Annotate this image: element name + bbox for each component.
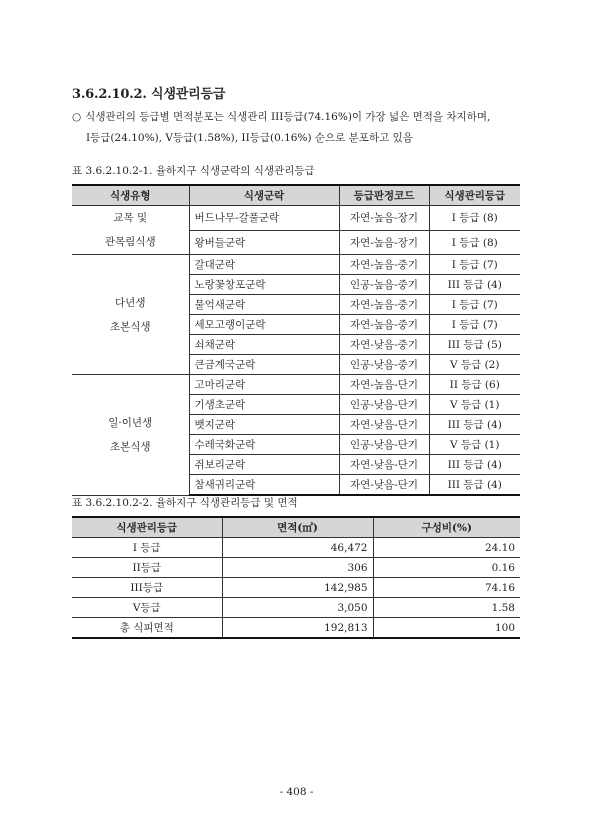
- code-cell: 인공-높음-중기: [339, 275, 429, 295]
- area-cell: 306: [222, 558, 373, 578]
- table2-header-grade: 식생관리등급: [72, 517, 222, 538]
- code-cell: 자연-높음-중기: [339, 315, 429, 335]
- vegetation-type-cell: [72, 255, 189, 375]
- paragraph-line-1: 식생관리의 등급별 면적분포는 식생관리 III등급(74.16%)이 가장 넓은 면적을 차지하며,: [85, 111, 491, 123]
- vegetation-type-cell: [72, 206, 189, 255]
- community-cell: 물억새군락: [189, 295, 339, 315]
- grade-cell: III 등급 (4): [429, 475, 520, 496]
- vegetation-type-line: 교목 및: [113, 212, 148, 224]
- ratio-cell: 0.16: [373, 558, 520, 578]
- grade-cell: V등급: [72, 598, 222, 618]
- community-cell: 기생초군락: [189, 395, 339, 415]
- community-cell: 참새귀리군락: [189, 475, 339, 496]
- community-cell: 세모고랭이군락: [189, 315, 339, 335]
- section-heading: 3.6.2.10.2. 식생관리등급: [72, 87, 226, 102]
- code-cell: 인공-낮음-중기: [339, 355, 429, 375]
- grade-cell: I 등급 (7): [429, 315, 520, 335]
- community-cell: 쥐보리군락: [189, 455, 339, 475]
- code-cell: 인공-낮음-단기: [339, 435, 429, 455]
- table1-body: [72, 206, 520, 496]
- grade-cell: III 등급 (4): [429, 415, 520, 435]
- code-cell: 자연-높음-장기: [339, 230, 429, 255]
- grade-cell: V 등급 (2): [429, 355, 520, 375]
- ratio-cell: 74.16: [373, 578, 520, 598]
- table2-header-row: [72, 517, 520, 538]
- ratio-cell: 24.10: [373, 538, 520, 558]
- area-cell: 192,813: [222, 618, 373, 639]
- table1-header-code: 등급판정코드: [339, 185, 429, 206]
- ratio-cell: 100: [373, 618, 520, 639]
- grade-area-table: [72, 516, 520, 639]
- community-cell: 고마리군락: [189, 375, 339, 395]
- code-cell: 인공-낮음-단기: [339, 395, 429, 415]
- table1-header-type: 식생유형: [72, 185, 189, 206]
- ratio-cell: 1.58: [373, 598, 520, 618]
- grade-cell: III 등급 (5): [429, 335, 520, 355]
- table2-header-area: 면적(㎡): [222, 517, 373, 538]
- grade-cell: V 등급 (1): [429, 435, 520, 455]
- grade-cell: I 등급: [72, 538, 222, 558]
- vegetation-type-line: 다년생: [115, 296, 146, 309]
- area-cell: 46,472: [222, 538, 373, 558]
- table-row: [72, 255, 520, 275]
- table-row: [72, 538, 520, 558]
- code-cell: 자연-높음-단기: [339, 375, 429, 395]
- area-cell: 3,050: [222, 598, 373, 618]
- grade-cell: III 등급 (4): [429, 275, 520, 295]
- community-cell: 버드나무-갈풀군락: [189, 206, 339, 231]
- table2-caption: 표 3.6.2.10.2-2. 율하지구 식생관리등급 및 면적: [72, 497, 298, 509]
- vegetation-grade-table: [72, 184, 520, 496]
- vegetation-type-cell: [72, 375, 189, 496]
- vegetation-type-line: 초본식생: [109, 320, 151, 333]
- page-number: - 408 -: [279, 786, 314, 798]
- table-row: [72, 206, 520, 231]
- table2-header-ratio: 구성비(%): [373, 517, 520, 538]
- grade-cell: I 등급 (7): [429, 255, 520, 275]
- grade-cell: II등급: [72, 558, 222, 578]
- table1-header-community: 식생군락: [189, 185, 339, 206]
- code-cell: 자연-높음-장기: [339, 206, 429, 231]
- paragraph-line-2: I등급(24.10%), V등급(1.58%), II등급(0.16%) 순으로 분포하고 있음: [86, 132, 413, 144]
- table-row: [72, 598, 520, 618]
- bullet-mark: ○: [72, 111, 82, 123]
- community-cell: 큰금계국군락: [189, 355, 339, 375]
- code-cell: 자연-높음-중기: [339, 255, 429, 275]
- community-cell: 쇠채군락: [189, 335, 339, 355]
- code-cell: 자연-낮음-단기: [339, 455, 429, 475]
- table1-header-grade: 식생관리등급: [429, 185, 520, 206]
- grade-cell: III등급: [72, 578, 222, 598]
- table1-caption: 표 3.6.2.10.2-1. 율하지구 식생군락의 식생관리등급: [72, 165, 315, 177]
- grade-cell: III 등급 (4): [429, 455, 520, 475]
- code-cell: 자연-낮음-중기: [339, 335, 429, 355]
- code-cell: 자연-높음-중기: [339, 295, 429, 315]
- summary-paragraph: [72, 107, 532, 149]
- code-cell: 자연-낮음-단기: [339, 415, 429, 435]
- grade-cell: V 등급 (1): [429, 395, 520, 415]
- community-cell: 왕버들군락: [189, 230, 339, 255]
- vegetation-type-line: 일·이년생: [108, 416, 153, 429]
- community-cell: 갈대군락: [189, 255, 339, 275]
- vegetation-type-line: 관목림식생: [104, 236, 156, 248]
- code-cell: 자연-낮음-단기: [339, 475, 429, 496]
- table1-header-row: [72, 185, 520, 206]
- table2-body: [72, 538, 520, 639]
- vegetation-type-line: 초본식생: [109, 440, 151, 453]
- grade-cell: 총 식피면적: [72, 618, 222, 639]
- grade-cell: I 등급 (8): [429, 206, 520, 231]
- community-cell: 노랑꽃창포군락: [189, 275, 339, 295]
- table-row: [72, 618, 520, 639]
- table-row: [72, 558, 520, 578]
- grade-cell: II 등급 (6): [429, 375, 520, 395]
- area-cell: 142,985: [222, 578, 373, 598]
- community-cell: 뱃지군락: [189, 415, 339, 435]
- grade-cell: I 등급 (7): [429, 295, 520, 315]
- table-row: [72, 375, 520, 395]
- grade-cell: I 등급 (8): [429, 230, 520, 255]
- table-row: [72, 578, 520, 598]
- community-cell: 수레국화군락: [189, 435, 339, 455]
